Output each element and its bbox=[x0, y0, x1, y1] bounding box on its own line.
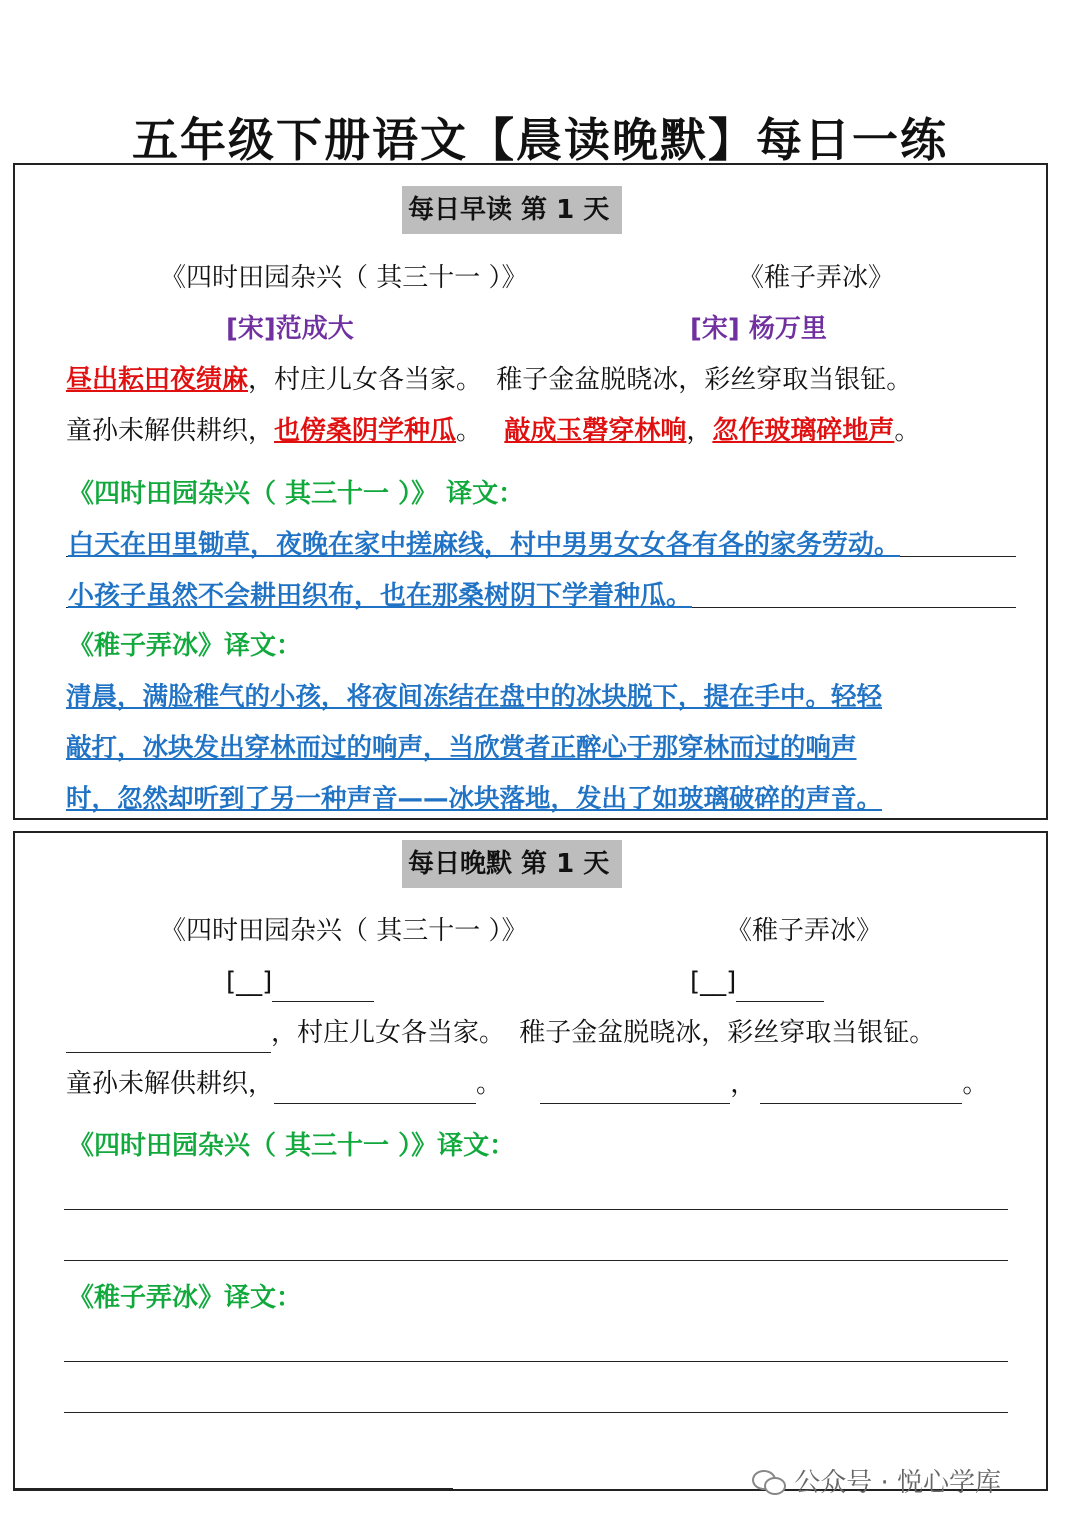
evening-translation1-label: 《四时田园杂兴（ 其三十一 ）》译文： bbox=[68, 1131, 516, 1161]
verse-text: 。 bbox=[894, 416, 921, 446]
author-blank[interactable] bbox=[272, 971, 374, 1002]
morning-verse-line-1 bbox=[66, 360, 912, 400]
answer-line[interactable] bbox=[64, 1260, 1008, 1261]
verse-text: 稚子金盆脱晓冰，彩丝穿取当银钲。 bbox=[519, 1018, 936, 1048]
verse-text: 。 bbox=[476, 1069, 503, 1099]
morning-poem2-title: 《稚子弄冰》 bbox=[738, 263, 895, 293]
verse-text: 。 bbox=[456, 416, 483, 446]
answer-line[interactable] bbox=[64, 1361, 1008, 1362]
verse-blank[interactable] bbox=[540, 1073, 730, 1104]
evening-poem2-title: 《稚子弄冰》 bbox=[726, 916, 883, 946]
evening-verse-line-1 bbox=[66, 1013, 935, 1053]
verse-blank[interactable] bbox=[760, 1073, 962, 1104]
highlight-verse: 敲成玉磬穿林响 bbox=[504, 416, 687, 446]
evening-poem1-dynasty bbox=[226, 962, 374, 1002]
verse-blank[interactable] bbox=[274, 1073, 476, 1104]
verse-blank[interactable] bbox=[66, 1022, 271, 1053]
translation-line: 敲打，冰块发出穿林而过的响声，当欣赏者正醉心于那穿林而过的响声 bbox=[66, 733, 857, 763]
verse-text: ， bbox=[730, 1069, 757, 1099]
highlight-verse: 昼出耘田夜绩麻 bbox=[66, 365, 249, 395]
verse-text: ，村庄儿女各当家。 bbox=[248, 365, 483, 395]
highlight-verse: 忽作玻璃碎地声 bbox=[712, 416, 895, 446]
translation-line: 时，忽然却听到了另一种声音——冰块落地，发出了如玻璃破碎的声音。 bbox=[66, 784, 883, 814]
evening-translation2-label: 《稚子弄冰》译文： bbox=[68, 1283, 303, 1313]
verse-text: 稚子金盆脱晓冰，彩丝穿取当银钲。 bbox=[496, 365, 913, 395]
answer-line[interactable] bbox=[64, 1209, 1008, 1210]
morning-poem1-dynasty: [宋]范成大 bbox=[226, 314, 354, 344]
translation-line: 小孩子虽然不会耕田织布，也在那桑树阴下学着种瓜。 bbox=[68, 581, 693, 611]
verse-text: 童孙未解供耕织， bbox=[66, 416, 275, 446]
morning-translation1-label: 《四时田园杂兴（ 其三十一 ）》 译文： bbox=[68, 479, 525, 509]
watermark bbox=[752, 1462, 1001, 1499]
dynasty-blank: [__] bbox=[226, 967, 273, 997]
page-title: 五年级下册语文【晨读晚默】每日一练 bbox=[132, 113, 948, 167]
evening-poem1-title: 《四时田园杂兴（ 其三十一 ）》 bbox=[160, 916, 528, 946]
evening-header: 每日晚默 第 1 天 bbox=[402, 840, 622, 888]
morning-poem2-dynasty: [宋] 杨万里 bbox=[690, 314, 827, 344]
dynasty-blank: [__] bbox=[690, 967, 737, 997]
translation-line: 清晨，满脸稚气的小孩，将夜间冻结在盘中的冰块脱下，提在手中。轻轻 bbox=[66, 682, 883, 712]
verse-text: 童孙未解供耕织， bbox=[66, 1069, 275, 1099]
verse-text: ， bbox=[686, 416, 713, 446]
translation-line: 白天在田里锄草，夜晚在家中搓麻线，村中男男女女各有各的家务劳动。 bbox=[68, 530, 901, 560]
morning-poem1-title: 《四时田园杂兴（ 其三十一 ）》 bbox=[160, 263, 528, 293]
evening-verse-line-2 bbox=[66, 1064, 988, 1104]
morning-header: 每日早读 第 1 天 bbox=[402, 186, 622, 234]
watermark-text: 公众号 · 悦心学库 bbox=[794, 1468, 1002, 1498]
verse-text: ，村庄儿女各当家。 bbox=[271, 1018, 506, 1048]
highlight-verse: 也傍桑阴学种瓜 bbox=[274, 416, 457, 446]
author-blank[interactable] bbox=[736, 971, 824, 1002]
morning-translation2-label: 《稚子弄冰》译文： bbox=[68, 631, 303, 661]
answer-line[interactable] bbox=[64, 1412, 1008, 1413]
evening-poem2-dynasty bbox=[690, 962, 824, 1002]
wechat-icon bbox=[752, 1468, 786, 1494]
verse-text: 。 bbox=[962, 1069, 989, 1099]
bottom-line bbox=[13, 1488, 453, 1489]
morning-verse-line-2 bbox=[66, 411, 920, 451]
